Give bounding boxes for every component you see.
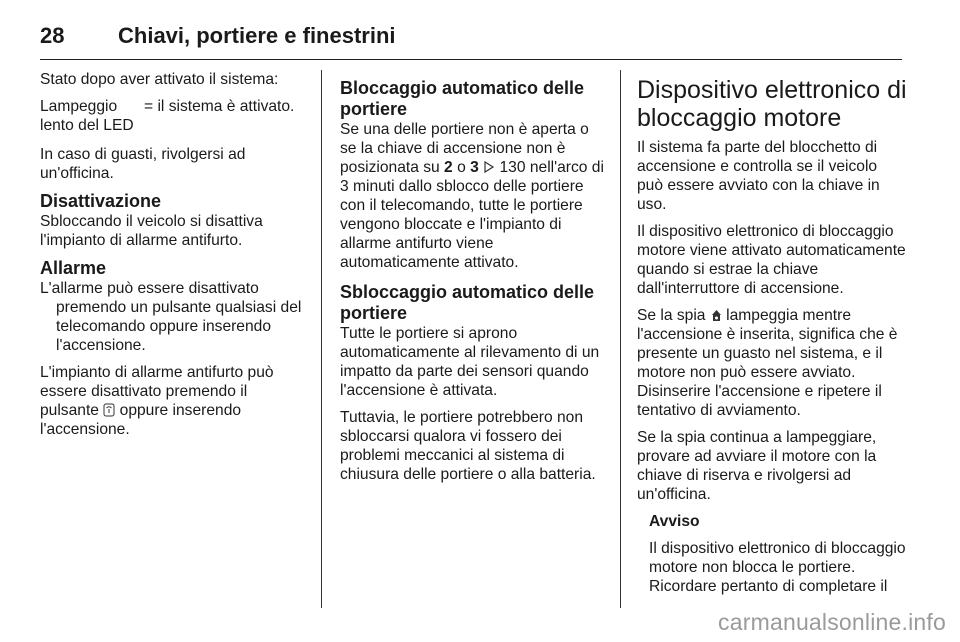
immobiliser-heading: Dispositivo elettronico di bloccaggio motore [637,76,907,132]
header-rule [40,59,902,60]
autolock-heading: Bloccaggio automatico delle portiere [340,78,585,119]
immobiliser-lamp-text [637,306,907,420]
column-right [637,70,907,604]
alarm-text: L'allarme può essere disattivato premendo un pulsante qualsiasi del telecomando oppure inserendo l'accensione. [40,280,302,354]
column-left [40,70,303,447]
page-header [40,16,920,56]
autolock-text [340,120,605,272]
status-term: Lampeggio lento del LED [40,98,134,134]
immobiliser-lamp-icon [710,308,722,322]
ignition-position-3: 3 [470,159,479,176]
column-divider [620,70,621,608]
alarm-text-part: oppure inserendo l'accensione. [40,402,242,438]
reference-arrow-icon[interactable] [483,160,495,174]
ignition-position-2: 2 [444,159,453,176]
page-number: 28 [40,23,65,48]
note-text: Il dispositivo elettronico di bloccaggio motore non blocca le portiere. Ricordare pertanto di completare il [649,540,906,595]
autolock-text-part: nell'arco di 3 minuti dallo sblocco delle portiere con il telecomando, tutte le portiere vengono bloccate e l'impianto di allarme antifurto viene automaticamente attivato. [340,159,604,271]
note-title: Avviso [649,513,700,530]
deactivation-heading: Disattivazione [40,191,162,211]
autounlock-heading: Sbloccaggio automatico delle portiere [340,282,595,323]
column-divider [321,70,322,608]
column-middle [340,70,605,492]
deactivation-text: Sbloccando il veicolo si disattiva l'impianto di allarme antifurto. [40,213,263,249]
fault-text: In caso di guasti, rivolgersi ad un'officina. [40,146,246,182]
note-box [637,512,907,596]
alarm-text-part: L'impianto di allarme antifurto può essere disattivato premendo il pulsante [40,364,274,419]
chapter-title: Chiavi, portiere e finestrini [118,23,396,48]
immobiliser-text: Il sistema fa parte del blocchetto di accensione e controlla se il veicolo può essere avviato con la chiave in uso. [637,139,880,213]
immobiliser-text-part: Se la spia [637,307,706,324]
autolock-connector: o [457,159,466,176]
status-row [40,97,303,135]
immobiliser-text-part: lampeggia mentre l'accensione è inserita, significa che è presente un guasto nel sistema, e il motore non può essere avviato. Disinserire l'accensione e ripetere il tentativo di avviamento. [637,307,898,419]
alarm-heading: Allarme [40,258,107,278]
immobiliser-text: Il dispositivo elettronico di bloccaggio motore viene attivato automaticamente quando si estrae la chiave dall'interruttore di accensione. [637,223,906,297]
status-intro: Stato dopo aver attivato il sistema: [40,71,279,88]
autounlock-text: Tutte le portiere si aprono automaticamente al rilevamento di un impatto da parte dei sensori quando l'accensione è attivata. [340,325,600,399]
alarm-button-text [40,363,303,439]
alarm-button-icon [103,403,115,417]
autounlock-text: Tuttavia, le portiere potrebbero non sbloccarsi qualora vi fossero dei problemi meccanici al sistema di chiusura delle portiere o alla batteria. [340,409,596,483]
autolock-text-part: Se una delle portiere non è aperta o se la chiave di accensione non è posizionata su [340,121,589,176]
page-reference[interactable]: 130 [499,159,526,176]
immobiliser-text: Se la spia continua a lampeggiare, provare ad avviare il motore con la chiave di riserva e rivolgersi ad un'officina. [637,429,877,503]
status-description: = il sistema è attivato. [144,98,295,115]
watermark: carmanualsonline.info [718,609,946,635]
